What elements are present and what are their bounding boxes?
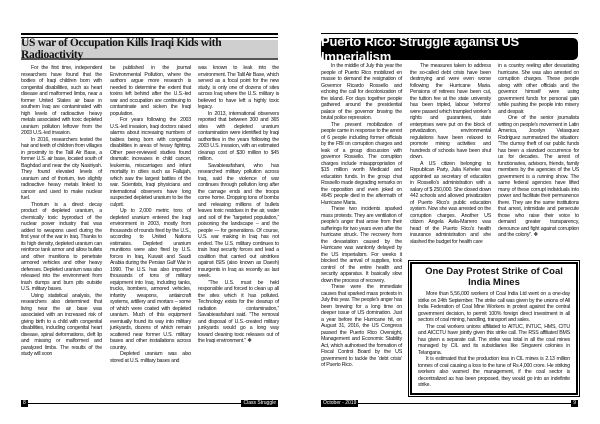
paragraph: The measures taken to address the so-called debt crisis have been destroying and were even worse following the Hurricane Maria. Pensions of retirees have been cut, the tuition fee at the state university has been tripled, labour 'reforms' were passed which trampled worker's rights and guarantees, state enterprises were put on the block of privatization, environmental regulations have been relaxed to promote mining activities and hundreds of schools have been shut down. (410, 63, 491, 160)
sidebar-news-box (410, 262, 578, 395)
article-column-3 (198, 65, 279, 345)
paragraph: These were the immediate causes that sparked mass protests in July this year. The people's anger has been brewing for a long time on deeper issue of US domination. Just a year before the Hurricane hit, on August 31, 2016, the US Congress passed the Puerto Rico Oversight, Management and Economic Stability Act, which authorised the formation of Fiscal Control Board by the US government to tackle the 'debt crisis' of Puerto Rico. (321, 284, 402, 368)
paragraph: In 2016, researchers tested the hair and teeth of children from villages in proximity to the Talil Air Base, a former U.S. air base, located south of Baghdad and near the city Nasiriyah. They found elevated levels of uranium and of thorium, two slightly radioactive heavy metals linked to cancer and used to make nuclear fuel. (21, 136, 102, 201)
paragraph: The coal workers unions affiliated to AITUC, INTUC, HMS, CITU and AICCTU have jointly given this strike call. The RSS affiliated BMS has given a separate call. The strike was total in all the coal mines managed by CIL and its subsidiaries like Singareni colonies in Telangana. (418, 323, 570, 356)
paragraph: For the first time, independent researchers have found that the bodies of Iraqi children born with congenital disabilities, such as heart disease and malformed limbs, near a former United States air base in southern Iraq are contaminated with high levels of radioactive heavy metals associated with toxic depleted uranium pollution leftover from the 2003 U.S.-led invasion. (21, 65, 102, 136)
paragraph: Using statistical analysis, the researchers also determined that living near the air base was associated with an increased risk of giving birth to a child with congenital disabilities, including congenital heart disease, spinal deformations, cleft lip and missing or malformed and paralyzed limbs. The results of the study will soon (21, 292, 102, 357)
box-headline: One Day Protest Strike of Coal India Mines (425, 266, 563, 288)
publication-name: Class Struggle (243, 400, 276, 406)
paragraph: It is estimated that the production loss in CIL mines is 2.13 million tonnes of coal causing a loss to the tune of Rs.4,000 crore. He striking workers also warned the management, if the coal sector is decentralized as has been proposed, they would go into an indefinite strike. (418, 356, 570, 388)
paragraph: In the middle of July this year the people of Puerto Rico mobilized en masse to demand the resignation of Governor Ricardo Rossello and echoing the call for decolonization of the island. For days together people gathered around the presidential palace of the governor braving the brutal police repression. (321, 63, 402, 121)
page-number: 9 (573, 400, 576, 406)
article-column-2 (110, 65, 191, 364)
footer-rule (321, 403, 578, 404)
issue-date: October - 2019 (323, 400, 357, 406)
page-number: 8 (23, 400, 26, 406)
article-column-3 (498, 63, 579, 239)
paragraph: One of the senior journalists writing on people's movement in Latin America, Jocelyn Velasquez Rodriguez summarized the situation: “The clumsy theft of our public funds has been a standard occurrence for us for decades. The arrest of functionaries, advisors, friends, family members by the agencies of the US government is a running show. The same federal agencies have lifted many of these corrupt individuals into power and facilitate their permanence there. They are the same institutions that arrest, intimidate and persecute those who raise their voice to demand greater transparency, denounce and fight against corruption and the colony”. ❖ (498, 115, 579, 238)
paragraph: More than 5,56,000 workers of Coal India Ltd went on a one-day strike on 24th September. The strike call was given by the unions of All India Federation of Coal Mine Workers in protest against the central government decision, to permit 100% foreign direct investment in all sectors of coal mining, handling, transport and sales. (418, 291, 570, 323)
article-column-1 (321, 63, 402, 369)
paragraph: was known to leak into the environment. The Talil Air Base, which served as a focal point for the new study, is only one of dozens of sites across Iraq where the U.S. military is believed to have left a highly toxic legacy. (198, 65, 279, 110)
paragraph: These two incidents sparked mass protests. They are ventilation of people's anger that arose from their sufferings for two years even after the hurricane struck. The recovery from the devastation caused by the Hurricane was wantonly delayed by the US imperialism. For weeks it blocked the arrival of supplies, took control of the entire health and security apparatus. It basically slow down the process of recovery. (321, 206, 402, 284)
paragraph: Depleted uranium was also stored at U.S. military bases and (110, 351, 191, 364)
paragraph: A US citizen belonging to Republican Party, Julia Keheler was appointed as secretary of education in Rossello's administration with a salary of $ 250,000. She closed down 442 schools and allowed privatization of Puerto Rico's public education system. Now she was arrested on the corruption charges. Another US citizen Angela Avila-Marrero was head of the Puerto Rico's health insurance administration and she slashed the budget for health care (410, 160, 491, 245)
top-rule (21, 33, 278, 35)
paragraph: In 2013, international observers reported that between 300 and 365 sites with depleted uranium contamination were identified by Iraqi authorities in the years following the 2003 U.S. invasion, with an estimated cleanup cost of $30 million to $45 million. (198, 110, 279, 162)
article-column-1 (21, 65, 102, 358)
paragraph: Thorium is a direct decay product of depleted uranium, a chemically toxic byproduct of the nuclear power industry that was added to weapons used during the first year of the war in Iraq. Thanks to its high density, depleted uranium can reinforce tank armor and allow bullets and other munitions to penetrate armored vehicles and other heavy defenses. Depleted uranium was also released into the environment from trash dumps and burn pits outside U.S. military bases. (21, 201, 102, 292)
article-column-2 (410, 63, 491, 245)
paragraph: For years following the 2003 U.S.-led invasion, Iraqi doctors raised alarms about increasing numbers of babies being born with congenital disabilities in areas of heavy fighting. Other peer-reviewed studies found dramatic increases in child cancer, leukemia, miscarriages and infant mortality in cities such as Fallujah, which saw the largest battles of the war. Scientists, Iraqi physicians and international observers have long suspected depleted uranium to be the culprit. (110, 117, 191, 208)
paragraph: Up to 2,000 metric tons of depleted uranium entered the Iraqi environment in 2003, mostly from thousands of rounds fired by the U.S., according to United Nations estimates. Depleted uranium munitions were also fired by U.S. forces in Iraq, Kuwait and Saudi Arabia during the Persian Gulf War in 1990. The U.S. has also imported thousands of tons of military equipment into Iraq, including tanks, trucks, bombers, armored vehicles, infantry weapons, antiaircraft systems, artillery and mortars – some of which were coated with depleted uranium. Much of this equipment eventually found its way into military junkyards, dozens of which remain scattered near former U.S. military bases and other installations across country. (110, 208, 191, 351)
article-headline: US war of Occupation Kills Iraqi Kids with Radioactivity (21, 40, 278, 60)
paragraph: in a country reeling after devastating hurricane. She was also arrested on corruption charges. These people along with other officials and the governor himself were using government funds for personal gain while pushing the people into misery and despair. (498, 63, 579, 115)
footer-rule (21, 403, 278, 404)
paragraph: Savabieasfahani, who has researched military pollution across Iraq, said the violence of war continues through pollution long after the carnage ends and the troops come home. Dropping tons of bombs and releasing millions of bullets leaves toxic residues in the air, water and soil of the “targeted population,” poisoning the landscape – and the people — for generations. Of course, U.S. war making in Iraq has not ended. The U.S. military continues to train Iraqi security forces and lead a coalition that carried out airstrikes against ISIS (also known as Daesh) insurgents in Iraq as recently as last week. (198, 162, 279, 279)
paragraph: “The U.S. must be held responsible and forced to clean up all the sites which it has polluted. Technology exists for the cleanup of radiation contamination,” Savabieasfahani said. “The removal and disposal of U.S.-created military junkyards would go a long way toward cleaning toxic releases out of the Iraqi environment.” ❖ (198, 279, 279, 344)
paragraph: be published in the journal Environmental Pollution, where the authors argue more research is needed to determine the extent that toxins left behind after the U.S.-led war and occupation are continuing to contaminate and sicken the Iraqi population. (110, 65, 191, 117)
article-headline: Puerto Rico: Struggle against US Imperialism (321, 38, 578, 60)
paragraph: The present mobilization of people came in response to the arrest of 6 people including former officials by the FBI on corruption charges and leak of a group discussion with governor Rossello. The corruption charges include misappropriation of $15 million worth Medicaid and education funds. In the group chat Rossello made degrading remarks on the opposition and even joked on 4645 people died in the aftermath of Hurricane Maria. (321, 121, 402, 206)
